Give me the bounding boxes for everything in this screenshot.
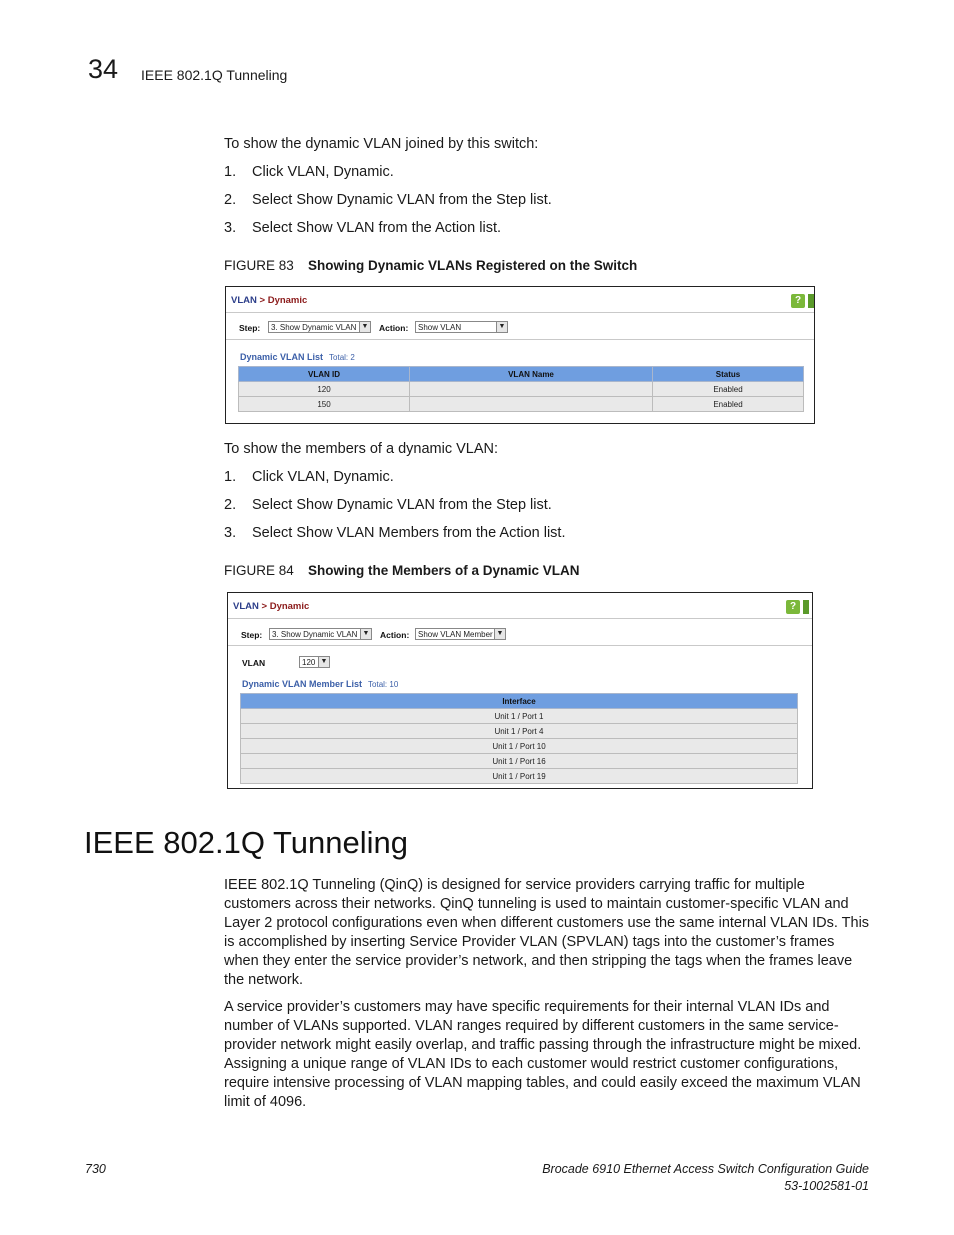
footer-doc-title: Brocade 6910 Ethernet Access Switch Configuration Guide — [542, 1162, 869, 1176]
cell-vlan-id: 150 — [239, 397, 410, 412]
step-select[interactable] — [269, 628, 372, 640]
divider — [226, 339, 814, 340]
footer-doc-number: 53-1002581-01 — [784, 1179, 869, 1193]
step-label: Step: — [239, 323, 261, 333]
step-select-value: 3. Show Dynamic VLAN — [271, 323, 357, 332]
cell-vlan-name — [410, 382, 653, 397]
section1-intro: To show the dynamic VLAN joined by this switch: — [224, 136, 539, 152]
step-select[interactable] — [268, 321, 371, 333]
list-total: Total: 2 — [329, 353, 355, 362]
chevron-down-icon[interactable]: ▼ — [359, 322, 370, 332]
step-number: 2. — [224, 192, 237, 208]
cell-interface: Unit 1 / Port 16 — [241, 754, 798, 769]
table-row — [241, 724, 798, 739]
section-heading: IEEE 802.1Q Tunneling — [84, 825, 409, 860]
action-select-value: Show VLAN — [418, 323, 462, 332]
action-label: Action: — [379, 323, 409, 333]
column-header-vlan-name[interactable]: VLAN Name — [410, 367, 653, 382]
list-title-text: Dynamic VLAN Member List — [242, 679, 363, 689]
step-select-value: 3. Show Dynamic VLAN — [272, 630, 358, 639]
cell-status: Enabled — [653, 397, 804, 412]
step-text: Click VLAN, Dynamic. — [252, 469, 394, 485]
page-number: 730 — [85, 1162, 106, 1176]
chevron-down-icon[interactable]: ▼ — [494, 629, 505, 639]
breadcrumb-vlan[interactable]: VLAN — [233, 601, 259, 612]
action-label: Action: — [380, 630, 410, 640]
divider — [228, 618, 812, 619]
list-total: Total: 10 — [368, 680, 399, 689]
step-label: Step: — [241, 630, 263, 640]
breadcrumb-vlan[interactable]: VLAN — [231, 295, 257, 306]
section1-step — [224, 191, 552, 210]
figure84-caption — [224, 563, 580, 578]
column-header-vlan-id[interactable]: VLAN ID — [239, 367, 410, 382]
cell-interface: Unit 1 / Port 10 — [241, 739, 798, 754]
figure-title: Showing Dynamic VLANs Registered on the Switch — [308, 258, 638, 273]
action-select[interactable] — [415, 321, 508, 333]
table-row — [241, 709, 798, 724]
figure-title: Showing the Members of a Dynamic VLAN — [308, 563, 580, 578]
cell-interface: Unit 1 / Port 4 — [241, 724, 798, 739]
figure-label: FIGURE 84 — [224, 563, 294, 578]
breadcrumb-dynamic: Dynamic — [269, 601, 310, 612]
cell-status: Enabled — [653, 382, 804, 397]
breadcrumb — [231, 295, 307, 306]
member-table — [240, 693, 798, 784]
table-header-row — [239, 367, 804, 382]
vlan-select[interactable] — [299, 656, 330, 668]
action-select-value: Show VLAN Member — [418, 630, 493, 639]
section1-step — [224, 163, 394, 182]
breadcrumb — [233, 601, 309, 612]
vlan-table — [238, 366, 804, 412]
table-row — [241, 754, 798, 769]
chevron-down-icon[interactable]: ▼ — [496, 322, 507, 332]
chapter-number: 34 — [88, 54, 119, 84]
breadcrumb-dynamic: Dynamic — [267, 295, 308, 306]
step-number: 3. — [224, 220, 237, 236]
paragraph: IEEE 802.1Q Tunneling (QinQ) is designed for service providers carrying traffic for multiple customers across their networks. QinQ tunneling is used to maintain customer-specific VLAN and Layer 2 protocol configurations even when different customers use the same internal VLAN IDs. This is accomplished by inserting Service Provider VLAN (SPVLAN) tags into the customer’s frames when they enter the service provider’s network, and then stripping the tags when the frames leave the network. — [224, 877, 870, 988]
divider — [226, 312, 814, 313]
section2-intro: To show the members of a dynamic VLAN: — [224, 441, 499, 457]
help-icon[interactable]: ? — [791, 294, 805, 308]
section2-step — [224, 524, 566, 543]
figure84-screenshot — [227, 592, 813, 789]
cell-vlan-name — [410, 397, 653, 412]
column-header-status[interactable]: Status — [653, 367, 804, 382]
breadcrumb-separator: > — [258, 601, 270, 612]
table-row — [239, 397, 804, 412]
step-text: Select Show Dynamic VLAN from the Step list. — [252, 192, 552, 208]
section2-step — [224, 468, 394, 487]
action-select[interactable] — [415, 628, 506, 640]
refresh-icon[interactable] — [808, 294, 814, 308]
step-text: Click VLAN, Dynamic. — [252, 164, 394, 180]
breadcrumb-separator: > — [256, 295, 268, 306]
cell-vlan-id: 120 — [239, 382, 410, 397]
chevron-down-icon[interactable]: ▼ — [360, 629, 371, 639]
table-header-row — [241, 694, 798, 709]
chapter-title: IEEE 802.1Q Tunneling — [141, 67, 288, 83]
table-row — [241, 769, 798, 784]
vlan-select-value: 120 — [302, 658, 316, 667]
refresh-icon[interactable] — [803, 600, 809, 614]
section1-step — [224, 219, 501, 238]
paragraph: A service provider’s customers may have specific requirements for their internal VLAN IDs and number of VLANs supported. VLAN ranges required by different customers in the same service-provider network might easily overlap, and traffic passing through the infrastructure might be mixed. Assigning a unique range of VLAN IDs to each customer would restrict customer configurations, require intensive processing of VLAN mapping tables, and could easily exceed the maximum VLAN limit of 4096. — [224, 999, 862, 1110]
step-text: Select Show VLAN from the Action list. — [252, 220, 502, 236]
divider — [228, 645, 812, 646]
figure83-screenshot — [225, 286, 815, 424]
column-header-interface[interactable]: Interface — [241, 694, 798, 709]
figure-label: FIGURE 83 — [224, 258, 294, 273]
cell-interface: Unit 1 / Port 19 — [241, 769, 798, 784]
step-number: 1. — [224, 469, 237, 485]
help-icon[interactable]: ? — [786, 600, 800, 614]
step-text: Select Show VLAN Members from the Action list. — [252, 525, 566, 541]
list-title — [242, 679, 398, 689]
section2-step — [224, 496, 552, 515]
figure83-caption — [224, 258, 637, 273]
cell-interface: Unit 1 / Port 1 — [241, 709, 798, 724]
table-row — [239, 382, 804, 397]
vlan-label: VLAN — [242, 658, 266, 668]
table-row — [241, 739, 798, 754]
step-text: Select Show Dynamic VLAN from the Step list. — [252, 497, 552, 513]
step-number: 1. — [224, 164, 237, 180]
step-number: 3. — [224, 525, 237, 541]
step-number: 2. — [224, 497, 237, 513]
chevron-down-icon[interactable]: ▼ — [318, 657, 329, 667]
list-title — [240, 352, 355, 362]
list-title-text: Dynamic VLAN List — [240, 352, 324, 362]
